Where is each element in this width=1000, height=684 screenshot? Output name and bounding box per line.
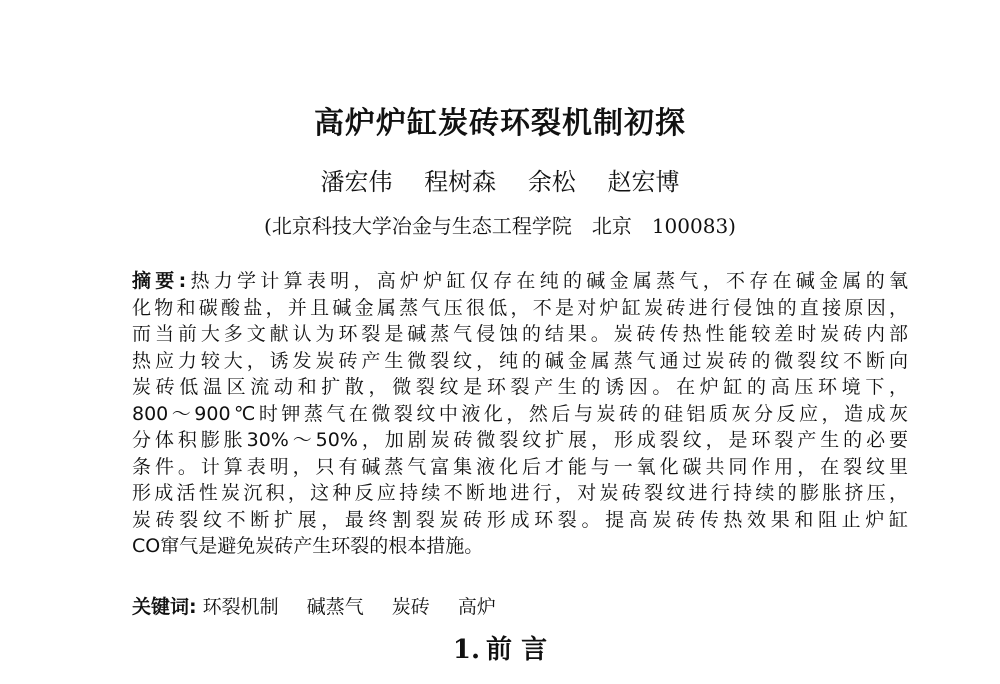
abstract-line: 炭砖裂纹不断扩展，最终割裂炭砖形成环裂。提高炭砖传热效果和阻止炉缸 xyxy=(132,508,908,531)
abstract-line: 炭砖低温区流动和扩散，微裂纹是环裂产生的诱因。在炉缸的高压环境下， xyxy=(132,376,908,398)
abstract-line: 而当前大多文献认为环裂是碱蒸气侵蚀的结果。炭砖传热性能较差时炭砖内部 xyxy=(132,323,908,345)
affiliation: (北京科技大学冶金与生态工程学院 北京 100083) xyxy=(264,214,736,238)
abstract-line: 分体积膨胀30%～50%，加剧炭砖微裂纹扩展，形成裂纹，是环裂产生的必要 xyxy=(132,429,908,451)
author-name: 潘宏伟 xyxy=(320,168,393,196)
author-name: 余松 xyxy=(527,168,576,196)
abstract-line: CO窜气是避免炭砖产生环裂的根本措施。 xyxy=(132,535,484,557)
abstract-line: 800～900℃时钾蒸气在微裂纹中液化，然后与炭砖的硅铝质灰分反应，造成灰 xyxy=(132,402,908,425)
author-list xyxy=(0,166,1000,198)
author-name: 赵宏博 xyxy=(607,168,680,196)
abstract xyxy=(132,268,908,560)
keyword: 环裂机制 xyxy=(202,596,279,618)
abstract-text: 热力学计算表明，高炉炉缸仅存在纯的碱金属蒸气，不存在碱金属的氧 xyxy=(186,270,908,292)
keyword: 高炉 xyxy=(457,596,496,618)
abstract-line: 热应力较大，诱发炭砖产生微裂纹，纯的碱金属蒸气通过炭砖的微裂纹不断向 xyxy=(132,349,908,372)
keywords xyxy=(132,594,518,620)
abstract-label: 摘要: xyxy=(132,270,187,292)
author-name: 程树森 xyxy=(424,168,497,196)
section-heading xyxy=(0,632,1000,668)
abstract-line xyxy=(132,268,908,295)
section-number: 1. xyxy=(452,635,481,665)
keyword: 碱蒸气 xyxy=(306,596,364,618)
keywords-label: 关键词: xyxy=(132,596,197,618)
paper-title: 高炉炉缸炭砖环裂机制初探 xyxy=(314,106,686,141)
abstract-line: 化物和碳酸盐，并且碱金属蒸气压很低，不是对炉缸炭砖进行侵蚀的直接原因， xyxy=(132,296,908,319)
abstract-line: 条件。计算表明，只有碱蒸气富集液化后才能与一氧化碳共同作用，在裂纹里 xyxy=(132,455,908,478)
section-title: 前 言 xyxy=(486,635,548,665)
abstract-line: 形成活性炭沉积，这种反应持续不断地进行，对炭砖裂纹进行持续的膨胀挤压， xyxy=(132,482,908,504)
keyword: 炭砖 xyxy=(391,596,430,618)
